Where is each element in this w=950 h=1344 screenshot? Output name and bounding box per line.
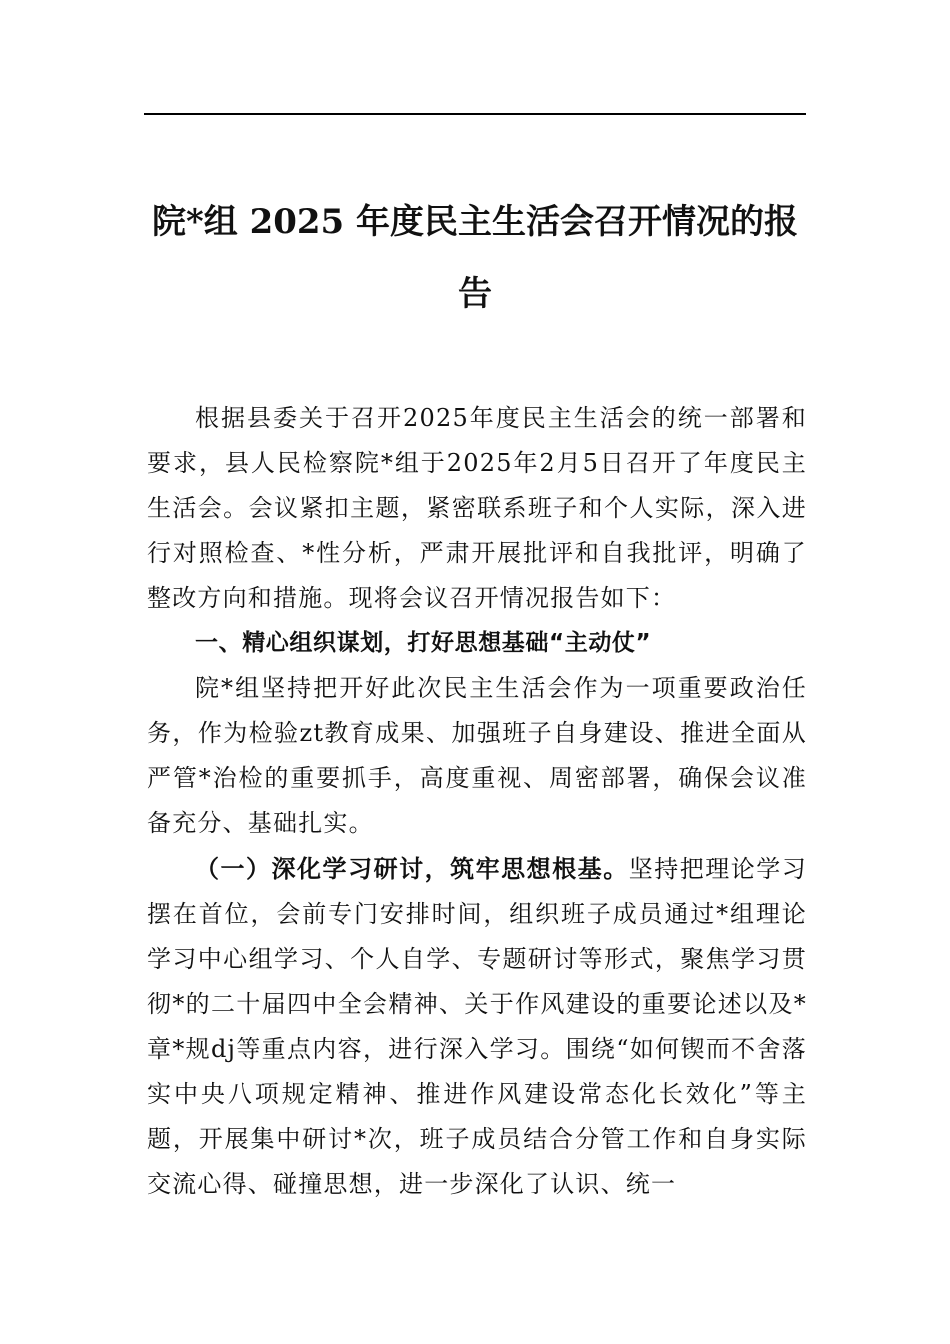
subsection-heading-1: （一）深化学习研讨，筑牢思想根基。 [195, 854, 629, 883]
document-title [144, 186, 806, 330]
section-1-paragraph: 院*组坚持把开好此次民主生活会作为一项重要政治任务，作为检验zt教育成果、加强班子自身建设、推进全面从严管*治检的重要抓手，高度重视、周密部署，确保会议准备充分、基础扎实。 [147, 674, 807, 837]
section-heading-1: 一、精心组织谋划，打好思想基础“主动仗” [195, 630, 652, 656]
document-body [147, 396, 807, 1207]
intro-paragraph: 根据县委关于召开2025年度民主生活会的统一部署和要求，县人民检察院*组于2025年2月5日召开了年度民主生活会。会议紧扣主题，紧密联系班子和个人实际，深入进行对照检查、*性分析，严肃开展批评和自我批评，明确了整改方向和措施。现将会议召开情况报告如下： [147, 404, 807, 612]
header-rule [144, 113, 806, 115]
title-line-1: 院*组 2025 年度民主生活会召开情况的报 [151, 202, 799, 242]
subsection-1-text: 坚持把理论学习摆在首位，会前专门安排时间，组织班子成员通过*组理论学习中心组学习、个人自学、专题研讨等形式，聚焦学习贯彻*的二十届四中全会精神、关于作风建设的重要论述以及*章*规dj等重点内容，进行深入学习。围绕“如何锲而不舍落实中央八项规定精神、推进作风建设常态化长效化”等主题，开展集中研讨*次，班子成员结合分管工作和自身实际交流心得、碰撞思想，进一步深化了认识、统一 [147, 855, 807, 1198]
subsection-1-paragraph [147, 846, 807, 1207]
title-line-2: 告 [458, 274, 492, 314]
